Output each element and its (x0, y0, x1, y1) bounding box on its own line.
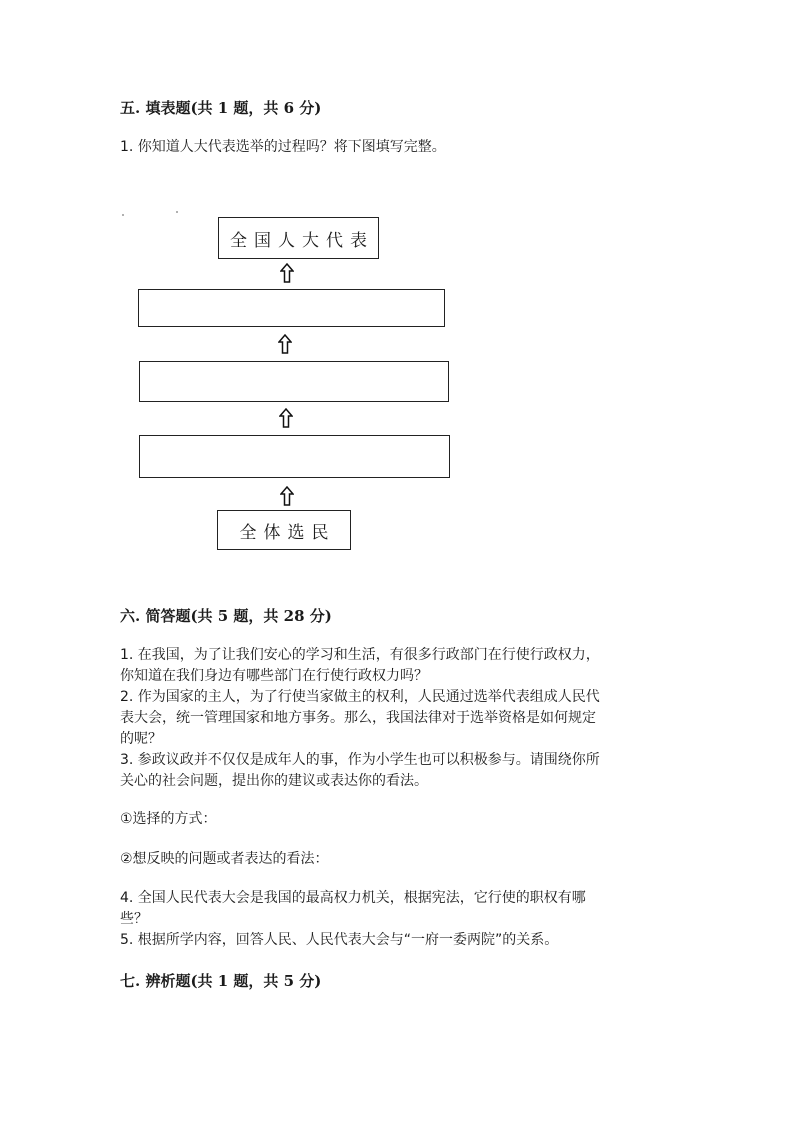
question-2-line: 2. 作为国家的主人，为了行使当家做主的权利，人民通过选举代表组成人民代 (120, 689, 600, 705)
scan-speck (122, 214, 124, 216)
section-6-heading: 六. 简答题(共 5 题，共 28 分) (120, 607, 332, 625)
section-5-question-1: 1. 你知道人大代表选举的过程吗？将下图填写完整。 (120, 139, 446, 155)
question-3-line: 关心的社会问题，提出你的建议或表达你的看法。 (120, 773, 428, 789)
up-arrow-icon (280, 486, 294, 506)
up-arrow-icon (279, 408, 293, 428)
diagram-bottom-box-label: 全体选民 (239, 522, 336, 543)
diagram-top-box-label: 全国人大代表 (230, 230, 374, 251)
scan-speck (176, 211, 178, 213)
diagram-blank-box-2[interactable] (139, 361, 449, 402)
question-4-line: 些？ (120, 911, 148, 927)
question-2-line: 的呢？ (120, 731, 162, 747)
question-1-line: 1. 在我国，为了让我们安心的学习和生活，有很多行政部门在行使行政权力， (120, 647, 600, 663)
diagram-blank-box-3[interactable] (139, 435, 450, 478)
question-4-line: 4. 全国人民代表大会是我国的最高权力机关，根据宪法，它行使的职权有哪 (120, 890, 586, 906)
question-2-line: 表大会，统一管理国家和地方事务。那么，我国法律对于选举资格是如何规定 (120, 710, 596, 726)
section-5-heading: 五. 填表题(共 1 题，共 6 分) (120, 99, 322, 117)
section-7-heading: 七. 辨析题(共 1 题，共 5 分) (120, 972, 322, 990)
up-arrow-icon (278, 334, 292, 354)
diagram-blank-box-1[interactable] (138, 289, 445, 327)
diagram-bottom-box (217, 510, 351, 550)
question-3-sub-b: ②想反映的问题或者表达的看法： (120, 851, 329, 867)
question-4-5 (120, 888, 680, 951)
question-5-line: 5. 根据所学内容，回答人民、人民代表大会与“一府一委两院”的关系。 (120, 932, 559, 948)
up-arrow-icon (280, 263, 294, 283)
question-1-line: 你知道在我们身边有哪些部门在行使行政权力吗？ (120, 668, 428, 684)
question-3-line: 3. 参政议政并不仅仅是成年人的事，作为小学生也可以积极参与。请围绕你所 (120, 752, 600, 768)
question-1 (120, 645, 680, 792)
diagram-top-box (218, 217, 379, 259)
question-3-sub-a: ①选择的方式： (120, 811, 217, 827)
